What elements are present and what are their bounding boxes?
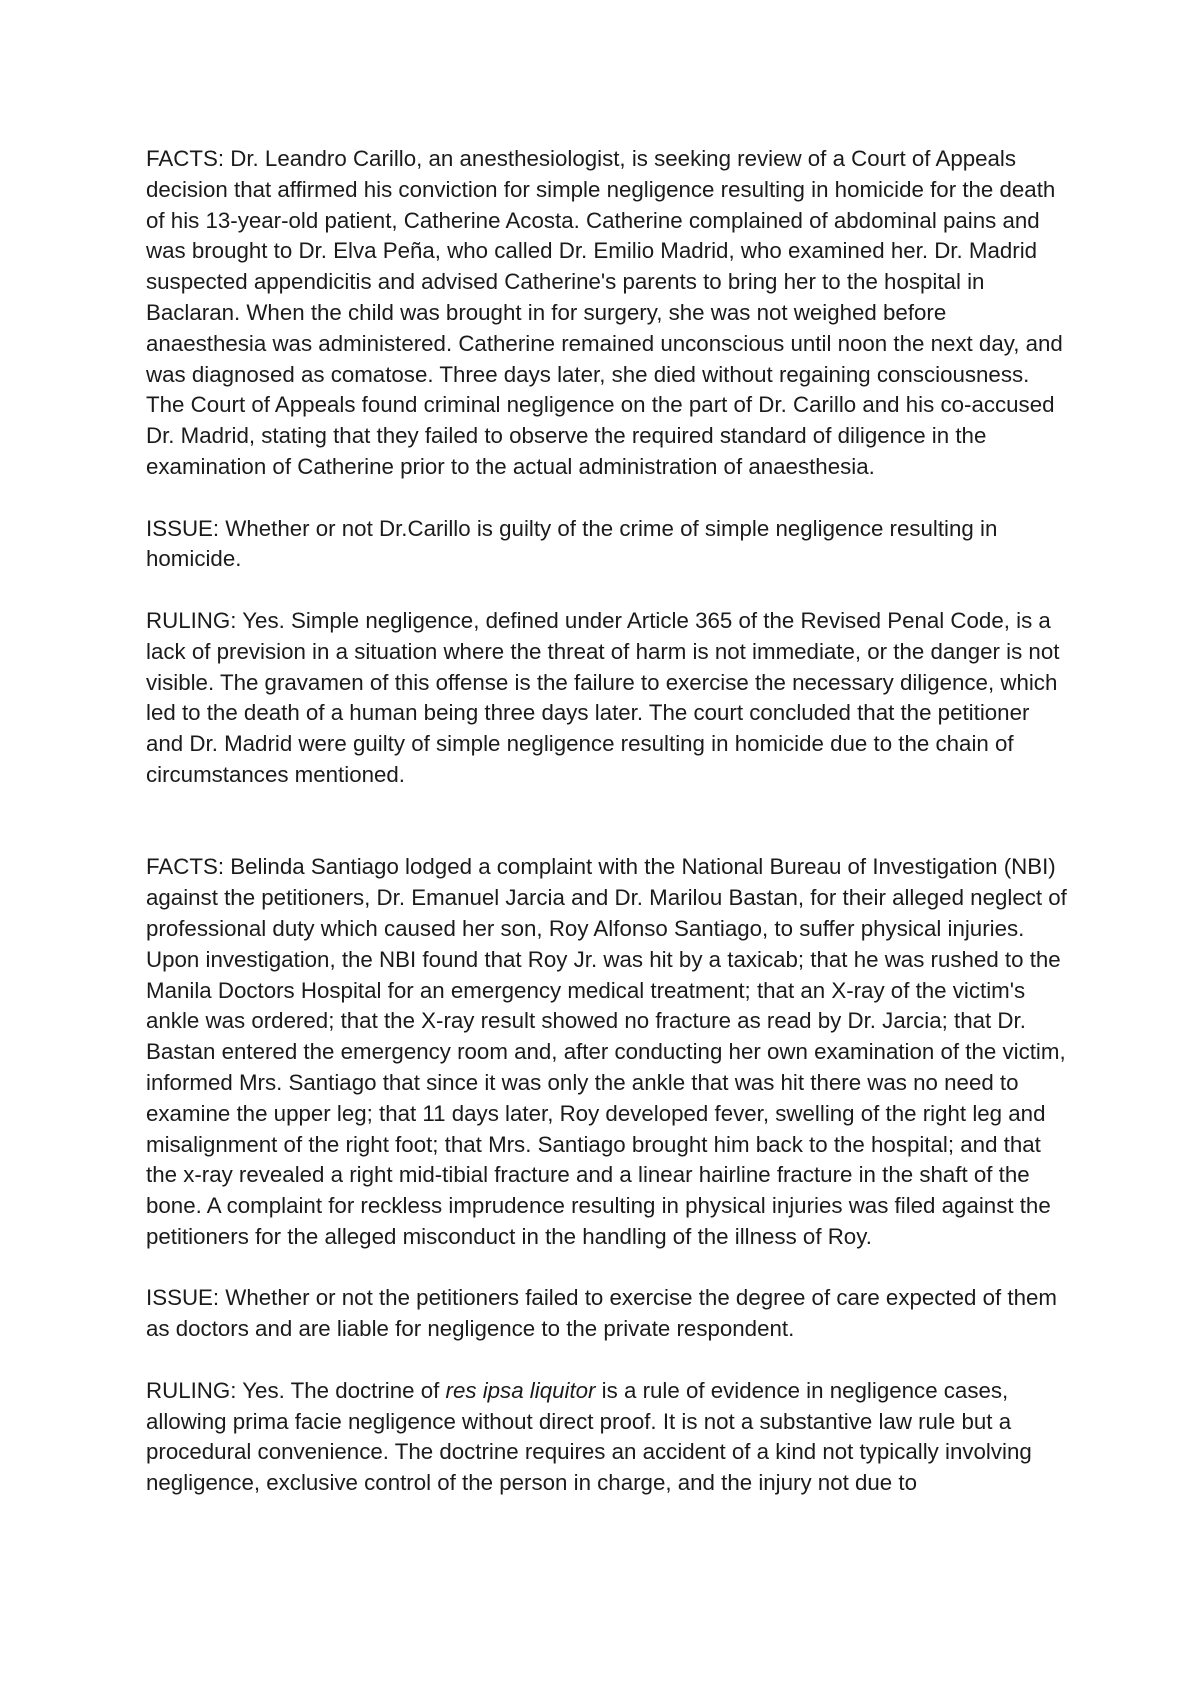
case2-facts-paragraph: FACTS: Belinda Santiago lodged a complaint with the National Bureau of Investigation (NBI) against the petitioners, Dr. Emanuel Jarcia and Dr. Marilou Bastan, for their alleged neglect of professional duty which caused her son, Roy Alfonso Santiago, to suffer physical injuries. Upon investigation, the NBI found that Roy Jr. was hit by a taxicab; that he was rushed to the Manila Doctors Hospital for an emergency medical treatment; that an X-ray of the victim's ankle was ordered; that the X-ray result showed no fracture as read by Dr. Jarcia; that Dr. Bastan entered the emergency room and, after conducting her own examination of the victim, informed Mrs. Santiago that since it was only the ankle that was hit there was no need to examine the upper leg; that 11 days later, Roy developed fever, swelling of the right leg and misalignment of the right foot; that Mrs. Santiago brought him back to the hospital; and that the x-ray revealed a right mid-tibial fracture and a linear hairline fracture in the shaft of the bone. A complaint for reckless imprudence resulting in physical injuries was filed against the petitioners for the alleged misconduct in the handling of the illness of Roy.	[146, 854, 1067, 1249]
document-body	[146, 144, 1068, 1530]
case1-ruling-paragraph: RULING: Yes. Simple negligence, defined under Article 365 of the Revised Penal Code, is a lack of prevision in a situation where the threat of harm is not immediate, or the danger is not visible. The gravamen of this offense is the failure to exercise the necessary diligence, which led to the death of a human being three days later. The court concluded that the petitioner and Dr. Madrid were guilty of simple negligence resulting in homicide due to the chain of circumstances mentioned.	[146, 607, 1060, 787]
case2-ruling-paragraph	[146, 1376, 1068, 1499]
case1-issue-paragraph: ISSUE: Whether or not Dr.Carillo is guilty of the crime of simple negligence resulting in homicide.	[146, 515, 998, 572]
case2-ruling-text-end: is a rule of evidence in negligence cases, allowing prima facie negligence without direct proof. It is not a substantive law rule but a procedural convenience. The doctrine requires an accident of a kind not typically involving negligence, exclusive control of the person in charge, and the injury not due to	[146, 1377, 1032, 1496]
case1-facts-paragraph: FACTS: Dr. Leandro Carillo, an anesthesiologist, is seeking review of a Court of Appeals decision that affirmed his conviction for simple negligence resulting in homicide for the death of his 13-year-old patient, Catherine Acosta. Catherine complained of abdominal pains and was brought to Dr. Elva Peña, who called Dr. Emilio Madrid, who examined her. Dr. Madrid suspected appendicitis and advised Catherine's parents to bring her to the hospital in Baclaran. When the child was brought in for surgery, she was not weighed before anaesthesia was administered. Catherine remained unconscious until noon the next day, and was diagnosed as comatose. Three days later, she died without regaining consciousness. The Court of Appeals found criminal negligence on the part of Dr. Carillo and his co-accused Dr. Madrid, stating that they failed to observe the required standard of diligence in the examination of Catherine prior to the actual administration of anaesthesia.	[146, 146, 1063, 479]
case2-ruling-text-start: RULING: Yes. The doctrine of	[146, 1377, 446, 1403]
case2-issue-paragraph: ISSUE: Whether or not the petitioners failed to exercise the degree of care expected of them as doctors and are liable for negligence to the private respondent.	[146, 1285, 1057, 1342]
case2-ruling-latin-term: res ipsa liquitor	[445, 1377, 596, 1403]
